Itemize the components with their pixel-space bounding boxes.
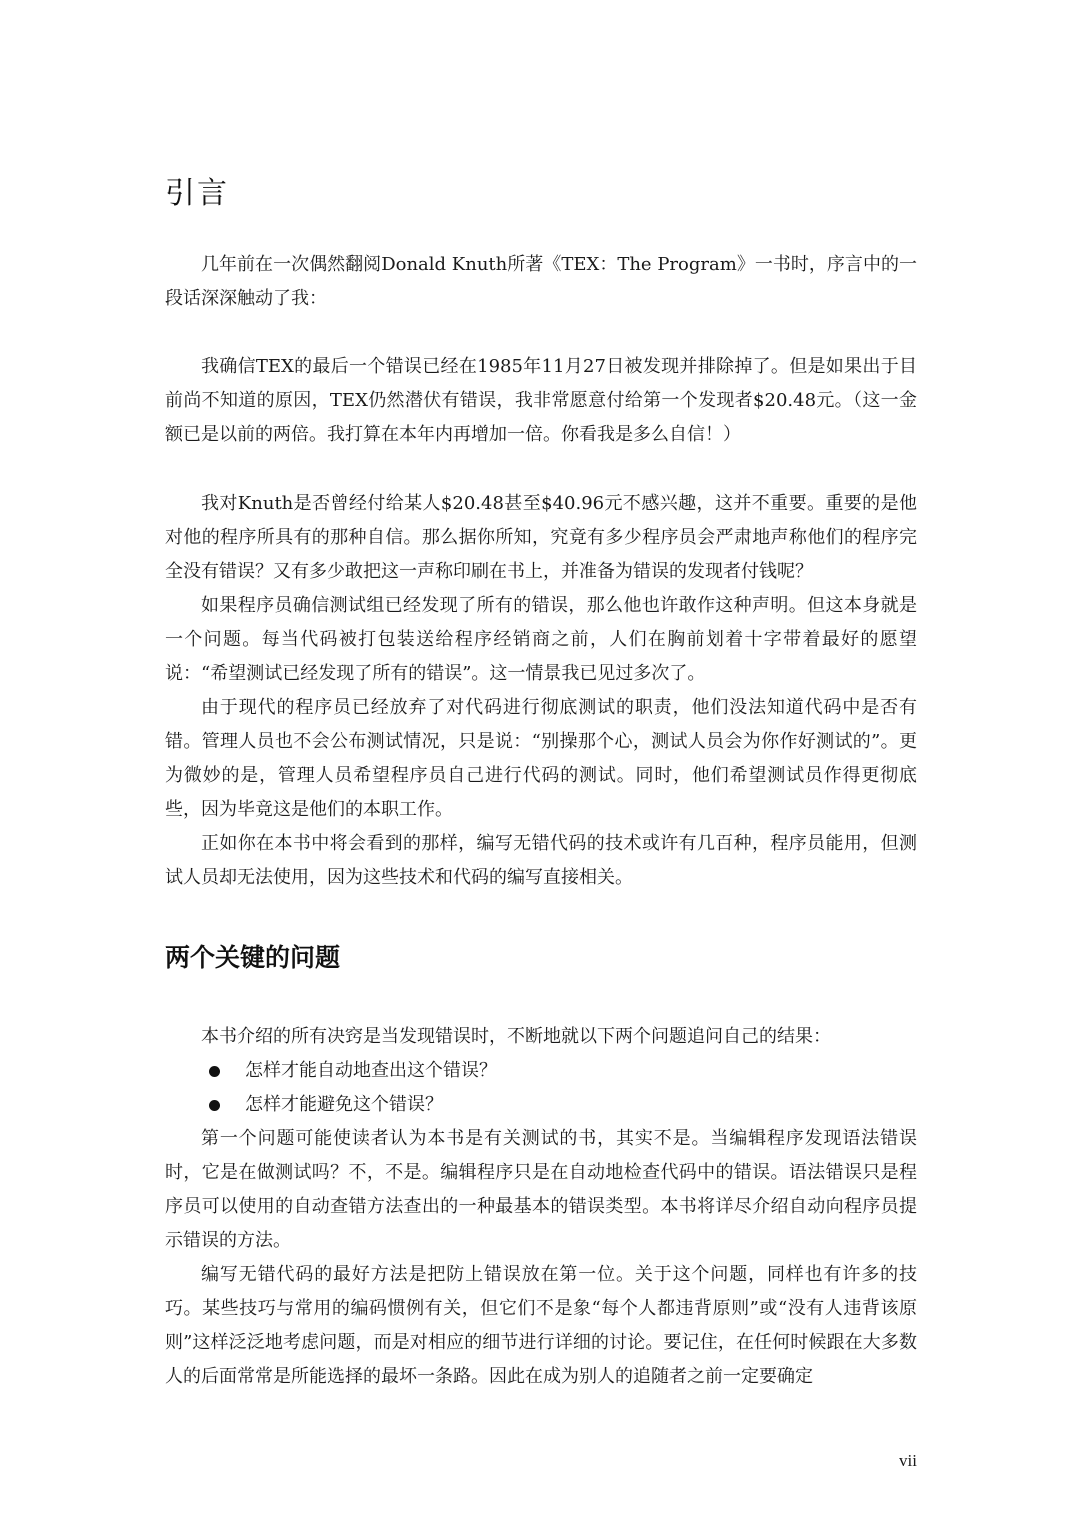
section-paragraph-1: 第一个问题可能使读者认为本书是有关测试的书，其实不是。当编辑程序发现语法错误时，它是在做测试吗？不，不是。编辑程序只是在自动地检查代码中的错误。语法错误只是程序员可以使用的自动查错方法查出的一种最基本的错误类型。本书将详尽介绍自动向程序员提示错误的方法。	[165, 1128, 917, 1251]
section-intro-paragraph: 本书介绍的所有决窍是当发现错误时，不断地就以下两个问题追问自己的结果：	[201, 1026, 831, 1047]
body-paragraph-3: 由于现代的程序员已经放弃了对代码进行彻底测试的职责，他们没法知道代码中是否有错。管理人员也不会公布测试情况，只是说：“别操那个心，测试人员会为你作好测试的”。更为微妙的是，管理人员希望程序员自己进行代码的测试。同时，他们希望测试员作得更彻底些，因为毕竟这是他们的本职工作。	[165, 697, 917, 820]
section-body-block	[165, 1122, 917, 1394]
body-block	[165, 487, 917, 895]
bullet-dot-icon	[209, 1066, 220, 1077]
intro-block	[165, 248, 917, 316]
intro-paragraph: 几年前在一次偶然翻阅Donald Knuth所著《TEX：The Program》一书时，序言中的一段话深深触动了我：	[165, 254, 917, 309]
document-page	[165, 0, 917, 1527]
quote-block	[165, 350, 917, 452]
section-heading: 两个关键的问题	[165, 943, 341, 972]
question-list	[165, 1054, 917, 1122]
body-paragraph-2: 如果程序员确信测试组已经发现了所有的错误，那么他也许敢作这种声明。但这本身就是一个问题。每当代码被打包装送给程序经销商之前，人们在胸前划着十字带着最好的愿望说：“希望测试已经发现了所有的错误”。这一情景我已见过多次了。	[165, 595, 917, 684]
question-text: 怎样才能自动地查出这个错误？	[245, 1060, 497, 1081]
bullet-dot-icon	[209, 1100, 220, 1111]
section-intro-block	[165, 1020, 917, 1054]
body-paragraph-4: 正如你在本书中将会看到的那样，编写无错代码的技术或许有几百种，程序员能用，但测试人员却无法使用，因为这些技术和代码的编写直接相关。	[165, 833, 917, 888]
chapter-heading: 引言	[165, 176, 229, 211]
page-number: vii	[899, 1451, 917, 1470]
knuth-quote-paragraph: 我确信TEX的最后一个错误已经在1985年11月27日被发现并排除掉了。但是如果出于目前尚不知道的原因，TEX仍然潜伏有错误，我非常愿意付给第一个发现者$20.48元。（这一金额已是以前的两倍。我打算在本年内再增加一倍。你看我是多么自信！）	[165, 356, 917, 445]
section-paragraph-2: 编写无错代码的最好方法是把防上错误放在第一位。关于这个问题，同样也有许多的技巧。某些技巧与常用的编码惯例有关，但它们不是象“每个人都违背原则”或“没有人违背该原则”这样泛泛地考虑问题，而是对相应的细节进行详细的讨论。要记住，在任何时候跟在大多数人的后面常常是所能选择的最坏一条路。因此在成为别人的追随者之前一定要确定	[165, 1264, 917, 1387]
body-paragraph-1: 我对Knuth是否曾经付给某人$20.48甚至$40.96元不感兴趣，这并不重要。重要的是他对他的程序所具有的那种自信。那么据你所知，究竟有多少程序员会严肃地声称他们的程序完全没有错误？又有多少敢把这一声称印刷在书上，并准备为错误的发现者付钱呢？	[165, 493, 917, 582]
question-text: 怎样才能避免这个错误？	[245, 1094, 443, 1115]
list-item	[165, 1088, 917, 1122]
list-item	[165, 1054, 917, 1088]
